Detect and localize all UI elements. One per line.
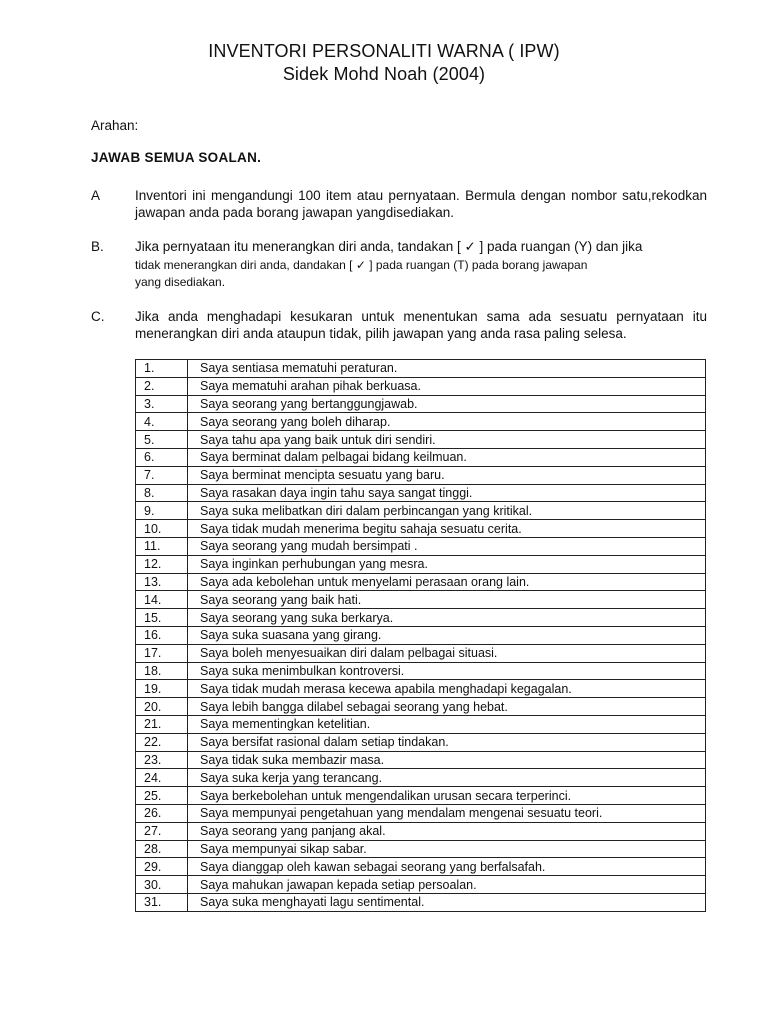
instruction-c-text: Jika anda menghadapi kesukaran untuk menentukan sama ada sesuatu pernyataan itu menerangkan diri anda ataupun tidak, pilih jawapan yang anda rasa paling selesa. [135,309,707,341]
instruction-b-line3: yang disediakan. [135,275,226,289]
document-title: INVENTORI PERSONALITI WARNA ( IPW) [208,41,560,61]
table-row [136,413,706,431]
item-statement: Saya seorang yang baik hati. [188,591,706,609]
item-number: 17. [136,644,188,662]
item-number: 10. [136,520,188,538]
item-number: 13. [136,573,188,591]
item-number: 8. [136,484,188,502]
item-number: 15. [136,609,188,627]
items-table [135,359,706,912]
item-statement: Saya seorang yang panjang akal. [188,822,706,840]
table-row [136,715,706,733]
item-number: 29. [136,858,188,876]
document-subtitle: Sidek Mohd Noah (2004) [282,64,486,84]
table-row [136,555,706,573]
table-row [136,804,706,822]
table-row [136,893,706,911]
table-row [136,876,706,894]
item-statement: Saya mementingkan ketelitian. [188,715,706,733]
item-statement: Saya mahukan jawapan kepada setiap persoalan. [188,876,706,894]
instruction-b [91,238,707,290]
table-row [136,395,706,413]
instruction-a-label: A [91,188,101,203]
table-row [136,858,706,876]
item-statement: Saya boleh menyesuaikan diri dalam pelbagai situasi. [188,644,706,662]
item-statement: Saya suka melibatkan diri dalam perbincangan yang kritikal. [188,502,706,520]
item-statement: Saya suka menghayati lagu sentimental. [188,893,706,911]
item-statement: Saya bersifat rasional dalam setiap tindakan. [188,733,706,751]
item-statement: Saya mematuhi arahan pihak berkuasa. [188,377,706,395]
instructions-heading: Arahan: [91,118,139,133]
item-number: 22. [136,733,188,751]
item-number: 26. [136,804,188,822]
table-row [136,360,706,378]
item-number: 31. [136,893,188,911]
table-row [136,484,706,502]
item-statement: Saya mempunyai sikap sabar. [188,840,706,858]
table-row [136,698,706,716]
item-number: 4. [136,413,188,431]
table-row [136,769,706,787]
item-number: 1. [136,360,188,378]
item-statement: Saya suka suasana yang girang. [188,626,706,644]
table-row [136,840,706,858]
item-number: 14. [136,591,188,609]
item-statement: Saya dianggap oleh kawan sebagai seorang yang berfalsafah. [188,858,706,876]
table-row [136,520,706,538]
item-statement: Saya mempunyai pengetahuan yang mendalam mengenai sesuatu teori. [188,804,706,822]
item-statement: Saya berminat dalam pelbagai bidang keilmuan. [188,448,706,466]
table-row [136,502,706,520]
item-number: 12. [136,555,188,573]
item-statement: Saya lebih bangga dilabel sebagai seorang yang hebat. [188,698,706,716]
instruction-a [91,187,707,227]
item-number: 9. [136,502,188,520]
item-number: 23. [136,751,188,769]
item-statement: Saya suka kerja yang terancang. [188,769,706,787]
table-row [136,787,706,805]
item-number: 6. [136,448,188,466]
table-row [136,591,706,609]
item-number: 16. [136,626,188,644]
instruction-c [91,308,707,348]
table-row [136,626,706,644]
table-row [136,822,706,840]
table-row [136,644,706,662]
item-statement: Saya suka menimbulkan kontroversi. [188,662,706,680]
item-number: 24. [136,769,188,787]
item-statement: Saya tahu apa yang baik untuk diri sendiri. [188,431,706,449]
answer-all-note: JAWAB SEMUA SOALAN. [91,150,262,165]
instruction-b-line1: Jika pernyataan itu menerangkan diri anda, tandakan [ ✓ ] pada ruangan (Y) dan jika [135,239,643,254]
item-statement: Saya tidak mudah menerima begitu sahaja sesuatu cerita. [188,520,706,538]
item-number: 11. [136,537,188,555]
table-row [136,609,706,627]
item-statement: Saya tidak suka membazir masa. [188,751,706,769]
item-statement: Saya seorang yang bertanggungjawab. [188,395,706,413]
instruction-b-label: B. [91,239,104,254]
item-statement: Saya berminat mencipta sesuatu yang baru. [188,466,706,484]
table-row [136,751,706,769]
item-statement: Saya tidak mudah merasa kecewa apabila menghadapi kegagalan. [188,680,706,698]
instruction-c-label: C. [91,309,105,324]
instruction-b-line2: tidak menerangkan diri anda, dandakan [ ✓ ] pada ruangan (T) pada borang jawapan [135,258,588,272]
item-number: 2. [136,377,188,395]
item-number: 3. [136,395,188,413]
table-row [136,448,706,466]
item-statement: Saya ada kebolehan untuk menyelami perasaan orang lain. [188,573,706,591]
table-row [136,662,706,680]
item-number: 25. [136,787,188,805]
table-row [136,680,706,698]
table-row [136,537,706,555]
item-number: 21. [136,715,188,733]
item-statement: Saya inginkan perhubungan yang mesra. [188,555,706,573]
item-number: 7. [136,466,188,484]
item-number: 18. [136,662,188,680]
item-number: 28. [136,840,188,858]
item-statement: Saya seorang yang boleh diharap. [188,413,706,431]
item-number: 19. [136,680,188,698]
item-number: 20. [136,698,188,716]
item-statement: Saya rasakan daya ingin tahu saya sangat tinggi. [188,484,706,502]
item-number: 30. [136,876,188,894]
item-statement: Saya seorang yang suka berkarya. [188,609,706,627]
item-statement: Saya berkebolehan untuk mengendalikan urusan secara terperinci. [188,787,706,805]
table-row [136,466,706,484]
item-number: 5. [136,431,188,449]
table-row [136,431,706,449]
table-row [136,573,706,591]
item-statement: Saya sentiasa mematuhi peraturan. [188,360,706,378]
item-number: 27. [136,822,188,840]
item-statement: Saya seorang yang mudah bersimpati . [188,537,706,555]
table-row [136,377,706,395]
instruction-a-text: Inventori ini mengandungi 100 item atau pernyataan. Bermula dengan nombor satu,rekodkan jawapan anda pada borang jawapan yangdisediakan. [135,188,707,220]
table-row [136,733,706,751]
